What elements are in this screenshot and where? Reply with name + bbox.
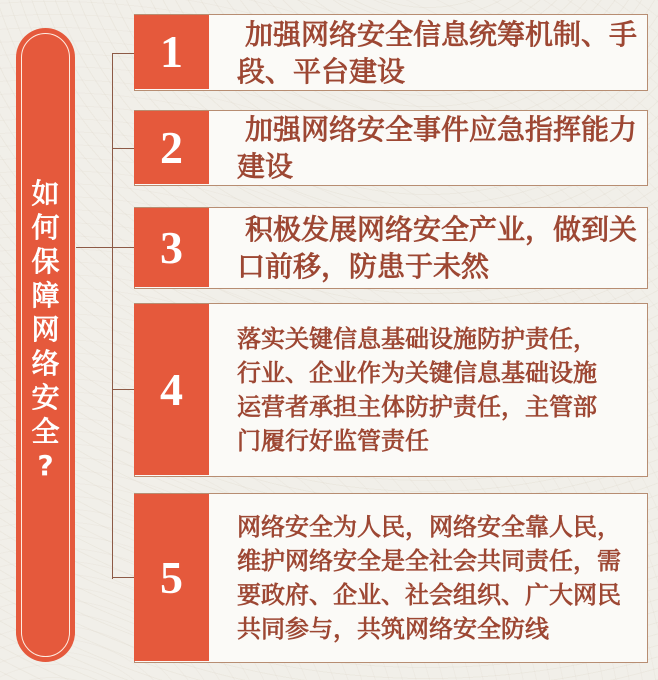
connector-branch-3 [76,247,134,248]
text-line: 建设 [237,150,294,183]
question-vertical-text [16,28,75,662]
connector-branch-1 [112,53,134,54]
item-4-number: 4 [160,363,183,415]
title-char: 安 [31,381,60,414]
item-2-text [237,111,641,185]
item-row-2 [134,110,648,186]
text-line: 门履行好监管责任 [237,427,429,455]
text-line: 落实关键信息基础设施防护责任， [237,325,597,353]
item-1-number-badge [134,15,209,89]
item-1-text [237,15,641,90]
text-line: 要政府、企业、社会组织、广大网民 [237,581,621,609]
connector-branch-2 [112,148,134,149]
item-3-number: 3 [160,221,183,273]
text-line: 行业、企业作为关键信息基础设施 [237,359,597,387]
title-char: 保 [31,245,60,278]
title-char: ? [37,449,54,482]
text-line: 加强网络安全信息统筹机制、手 [245,17,638,51]
title-char: 何 [31,211,60,244]
item-4-number-badge [134,304,209,475]
text-line: 口前移，防患于未然 [237,250,490,283]
item-3-number-badge [134,208,209,287]
item-row-1 [134,14,648,91]
title-char: 如 [31,177,60,210]
item-2-number-badge [134,111,209,184]
item-5-text [237,494,641,662]
title-char: 网 [31,313,60,346]
question-pill [16,28,75,662]
text-line: 积极发展网络安全产业，做到关 [245,213,638,246]
title-char: 障 [31,279,60,312]
text-line: 加强网络安全事件应急指挥能力 [245,113,638,146]
item-2-number: 2 [160,121,183,173]
item-5-number-badge [134,494,209,661]
item-5-number: 5 [160,551,183,603]
connector-branch-5 [112,577,134,578]
item-row-4 [134,303,648,477]
text-line: 共同参与，共筑网络安全防线 [237,615,549,643]
item-1-number: 1 [160,26,183,77]
connector-branch-4 [112,389,134,390]
item-4-text [237,304,641,476]
text-line: 维护网络安全是全社会共同责任，需 [237,547,621,575]
text-line: 网络安全为人民，网络安全靠人民， [237,513,621,541]
item-row-3 [134,207,648,289]
text-line: 运营者承担主体防护责任，主管部 [237,393,597,421]
item-3-text [237,208,641,288]
connector-trunk [112,53,113,579]
text-line: 段、平台建设 [237,54,406,88]
title-char: 全 [31,415,60,448]
item-row-5 [134,493,648,663]
title-char: 络 [31,347,60,380]
